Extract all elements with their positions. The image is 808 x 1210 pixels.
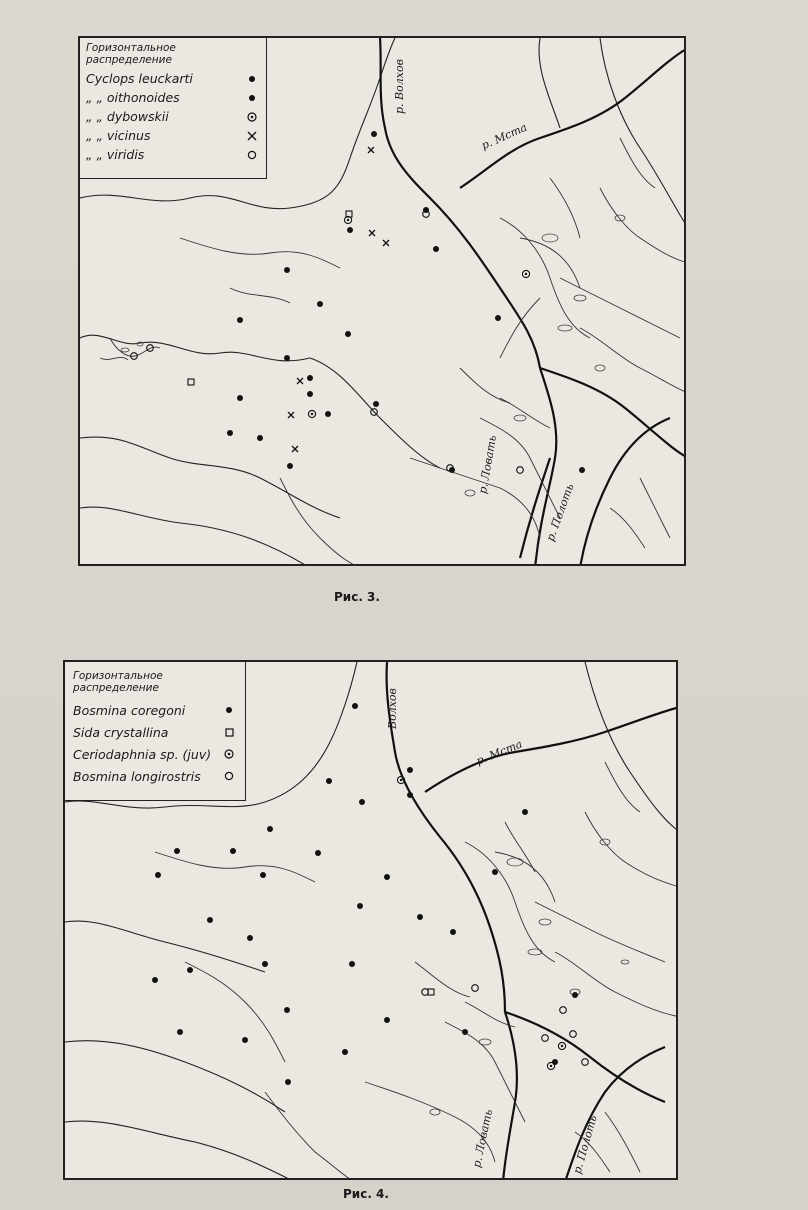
river-label: Волхов <box>385 688 399 729</box>
legend-4-label: Bosmina coregoni <box>73 702 186 718</box>
legend-3-label: Cyclops leuckarti <box>86 71 193 86</box>
river-label: р. Полоть <box>570 1113 600 1176</box>
map-3-open-circles <box>131 211 524 474</box>
map-3-stations <box>80 38 686 566</box>
map-4-open-circles <box>422 985 589 1066</box>
river-label: р. Мста <box>479 120 530 153</box>
map-4-filled-dots <box>152 703 578 1085</box>
legend-3-label: „ „ viridis <box>86 147 145 162</box>
river-label: р. Ловать <box>470 1108 496 1169</box>
legend-3-label: „ „ dybowskii <box>86 109 169 124</box>
legend-4-label: Sida crystallina <box>73 724 169 740</box>
figure-4-caption: Рис. 4. <box>343 1187 389 1201</box>
river-label: р. Полоть <box>543 481 577 544</box>
map-figure-3 <box>78 36 686 566</box>
map-figure-4 <box>63 660 678 1180</box>
legend-4-label: Ceriodaphnia sp. (juv) <box>73 746 212 762</box>
river-label: р. Волхов <box>392 59 406 114</box>
map-3-filled-dots <box>227 131 585 473</box>
legend-3-title: Горизонтальное распределение <box>86 42 176 66</box>
legend-3-label: „ „ vicinus <box>86 128 151 143</box>
map-4-open-squares <box>428 989 434 995</box>
map-4-dotted-circles <box>397 776 565 1069</box>
map-3-crosses <box>288 147 389 452</box>
legend-4-title: Горизонтальное распределение <box>73 670 163 694</box>
legend-3-label: „ „ oithonoides <box>86 90 180 105</box>
river-label: р. Мста <box>474 737 525 768</box>
legend-4-label: Bosmina longirostris <box>73 768 201 784</box>
map-3-open-squares <box>188 211 352 385</box>
figure-3-caption: Рис. 3. <box>334 590 380 604</box>
map-4-stations <box>65 662 678 1180</box>
river-label: р. Ловать <box>476 434 500 495</box>
